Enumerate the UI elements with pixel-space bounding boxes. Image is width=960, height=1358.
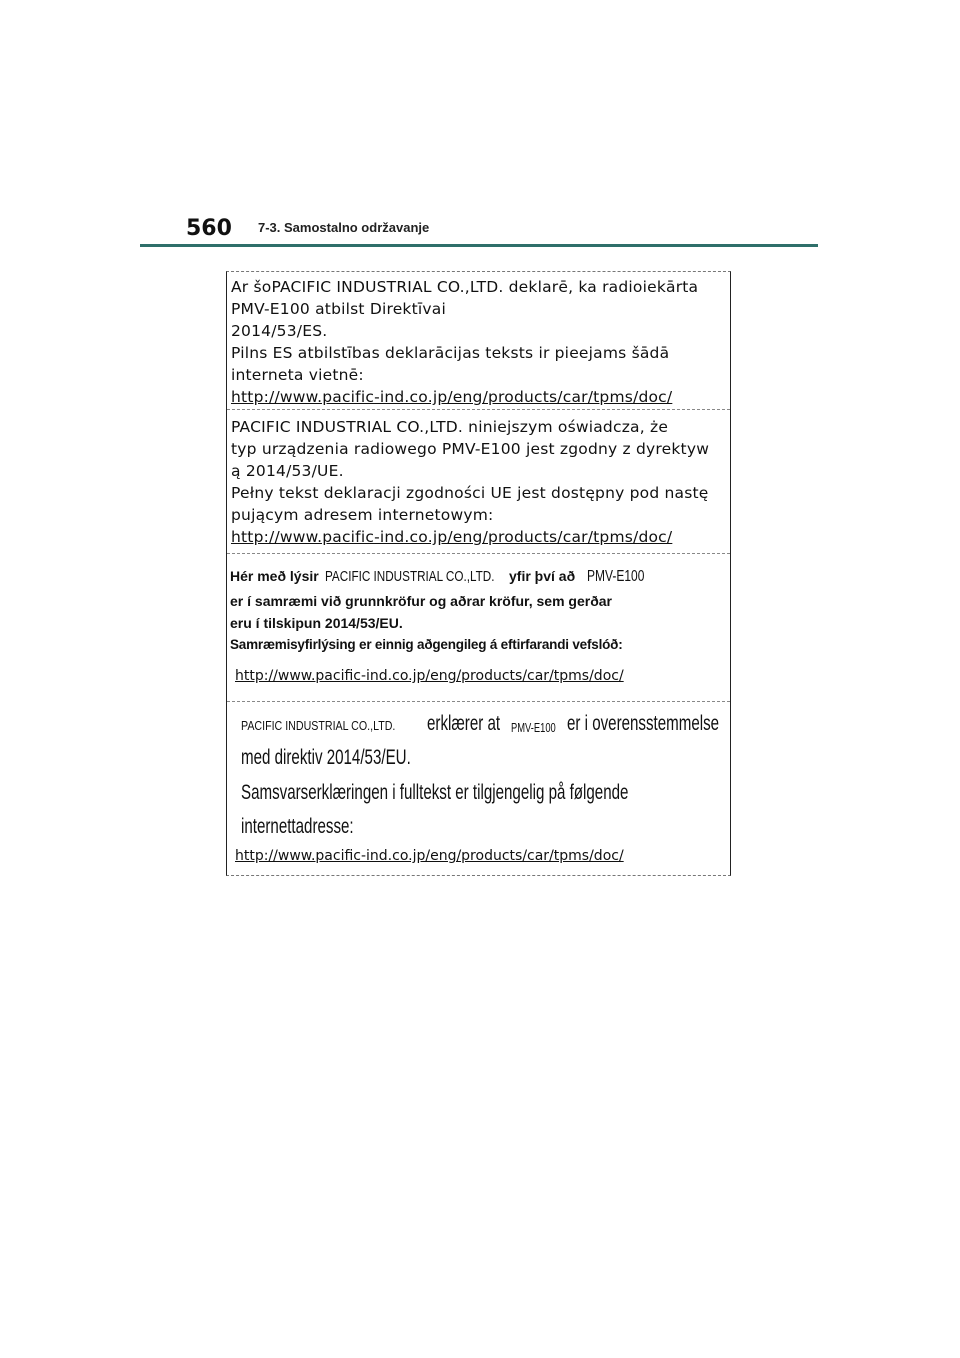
header-rule (140, 244, 818, 247)
declaration-line: PACIFIC INDUSTRIAL CO.,LTD. niniejszym oświadcza, że (231, 418, 669, 436)
declaration-url[interactable]: http://www.pacific-ind.co.jp/eng/products/car/tpms/doc/ (231, 528, 673, 546)
company-name: PACIFIC INDUSTRIAL CO.,LTD. (324, 568, 495, 585)
declaration-line: PMV-E100 atbilst Direktīvai (231, 300, 446, 318)
model-number: PMV-E100 (511, 720, 556, 735)
declaration-line: typ urządzenia radiowego PMV-E100 jest zgodny z dyrektyw (231, 440, 710, 458)
declaration-line: er i overensstemmelse (567, 712, 720, 735)
declaration-line: er í samræmi við grunnkröfur og aðrar kröfur, sem gerðar (230, 593, 612, 609)
declaration-url[interactable]: http://www.pacific-ind.co.jp/eng/products/car/tpms/doc/ (231, 388, 673, 406)
declaration-line: Pilns ES atbilstības deklarācijas teksts ir pieejams šādā (231, 344, 670, 362)
declaration-line: Samsvarserklæringen i fulltekst er tilgjengelig på følgende (241, 781, 629, 804)
declaration-line: Pełny tekst deklaracji zgodności UE jest dostępny pod nastę (231, 484, 709, 502)
declaration-line: pującym adresem internetowym: (231, 506, 494, 524)
declaration-norwegian (227, 702, 730, 877)
company-name: PACIFIC INDUSTRIAL CO.,LTD. (241, 718, 396, 733)
declaration-line: erklærer at (427, 712, 501, 735)
declaration-line: Samræmisyfirlýsing er einnig aðgengileg á eftirfarandi vefslóð: (230, 637, 623, 652)
declaration-line (511, 720, 573, 735)
declaration-icelandic (227, 554, 730, 702)
declaration-line: eru í tilskipun 2014/53/EU. (230, 615, 403, 631)
model-number: PMV-E100 (587, 568, 645, 585)
declaration-box (226, 271, 731, 876)
page-number: 560 (186, 216, 232, 241)
section-title: 7-3. Samostalno održavanje (258, 220, 430, 235)
declaration-line: internettadresse: (241, 815, 354, 838)
declaration-latvian (227, 272, 730, 410)
declaration-line: Hér með lýsir PACIFIC INDUSTRIAL CO.,LTD. (230, 568, 495, 585)
declaration-polish (227, 410, 730, 554)
declaration-line: Ar šoPACIFIC INDUSTRIAL CO.,LTD. deklarē, ka radioiekārta (231, 278, 699, 296)
declaration-line (241, 718, 429, 733)
declaration-line: med direktiv 2014/53/EU. (241, 746, 411, 769)
declaration-line: interneta vietnē: (231, 366, 364, 384)
declaration-line: yfir því að PMV-E100 (509, 568, 645, 585)
declaration-line: 2014/53/ES. (231, 322, 328, 340)
declaration-url[interactable]: http://www.pacific-ind.co.jp/eng/products/car/tpms/doc/ (235, 848, 624, 864)
declaration-line: ą 2014/53/UE. (231, 462, 344, 480)
page-header (140, 212, 818, 248)
declaration-url[interactable]: http://www.pacific-ind.co.jp/eng/products/car/tpms/doc/ (235, 668, 624, 684)
